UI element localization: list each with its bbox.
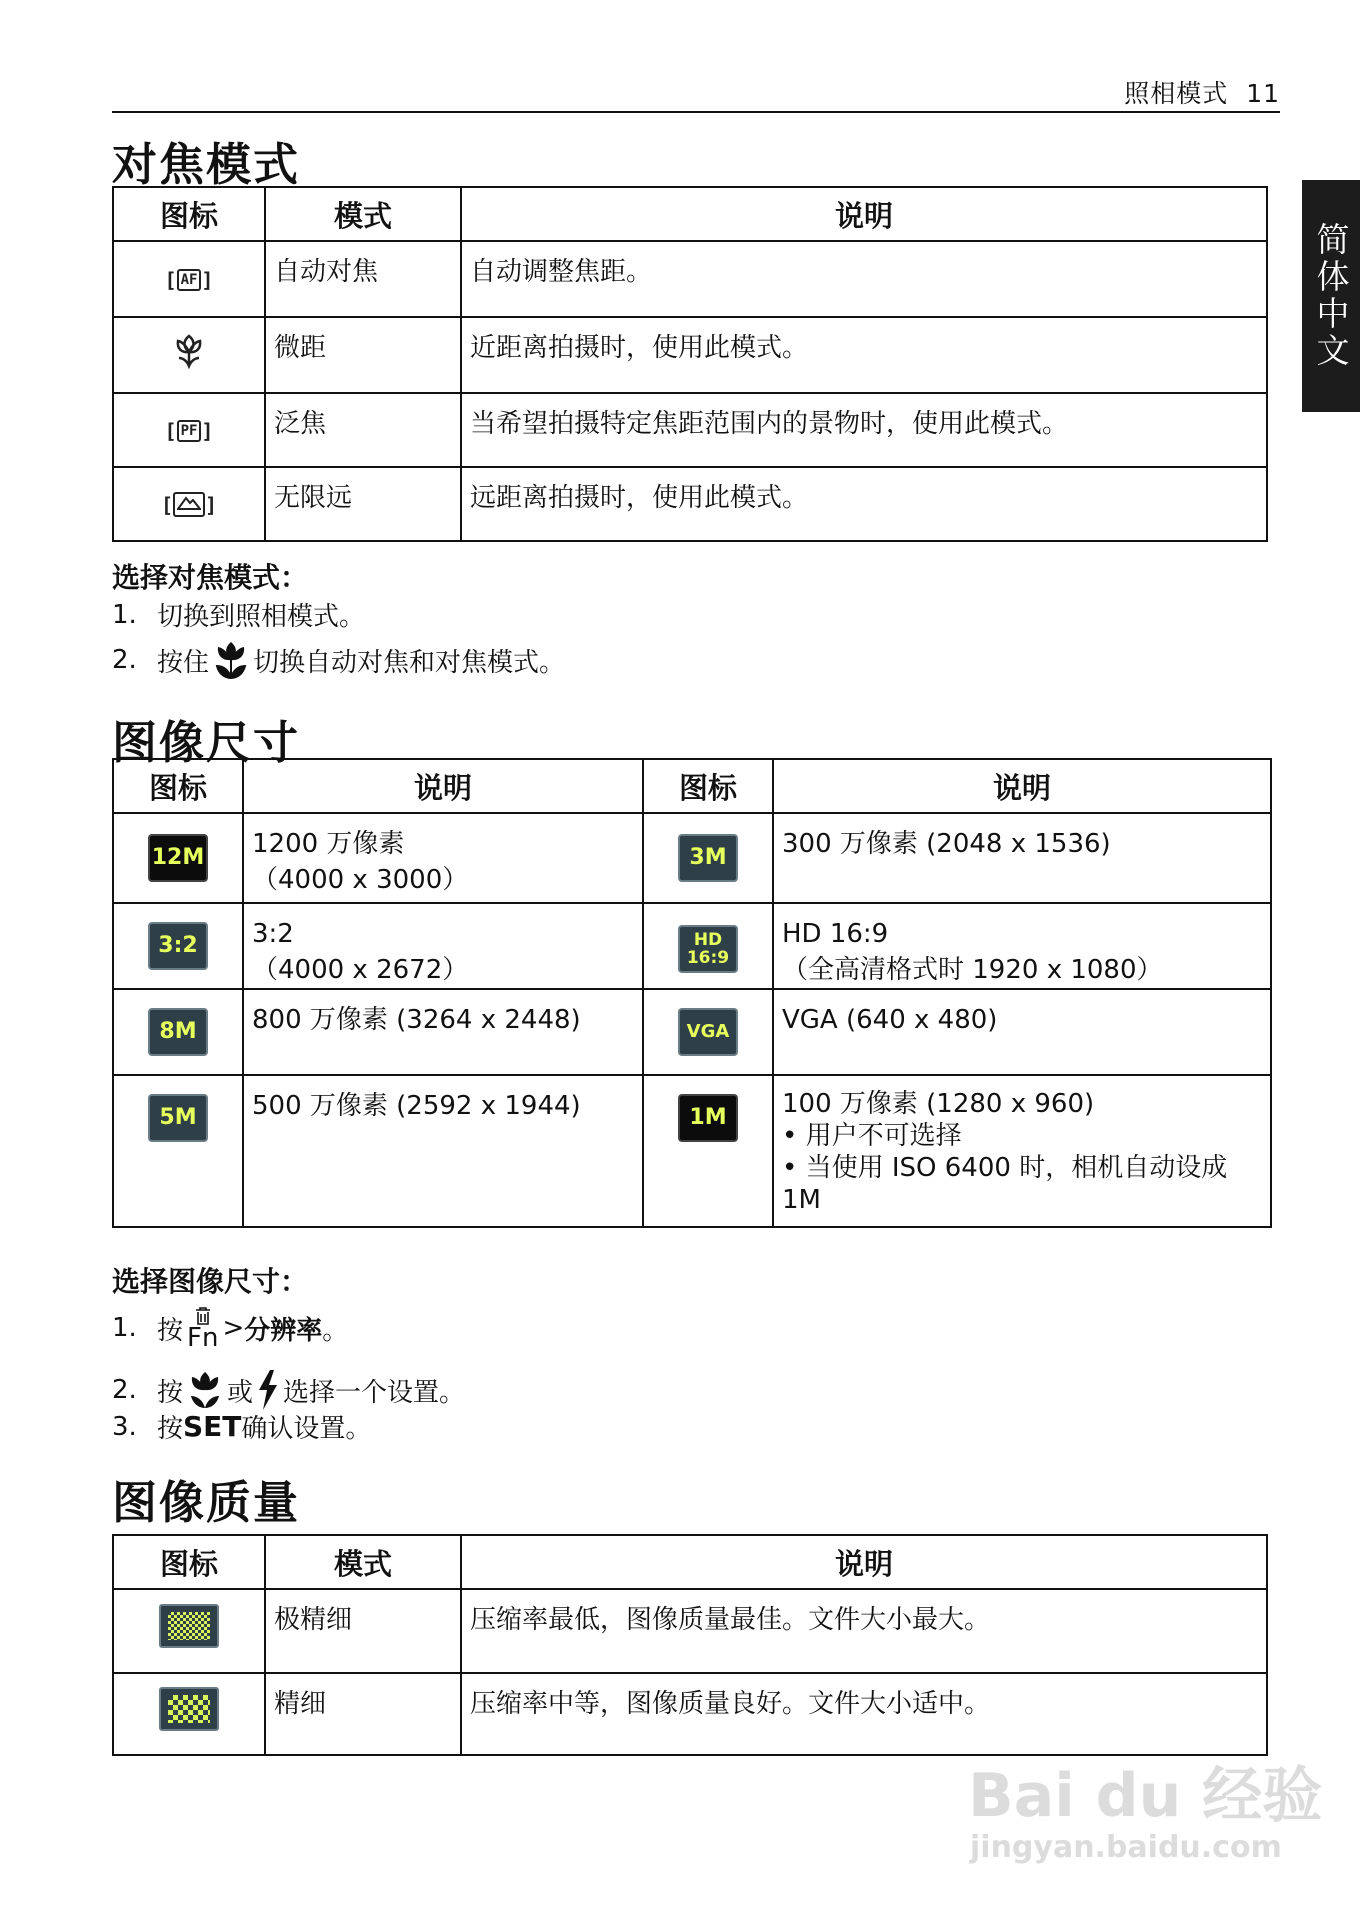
mode-cell: 微距 (265, 317, 461, 393)
column-header: 图标 (113, 1535, 265, 1589)
header-section-name: 照相模式 (1124, 79, 1229, 108)
desc-cell: 压缩率最低，图像质量最佳。文件大小最大。 (461, 1589, 1267, 1673)
desc-cell: 压缩率中等，图像质量良好。文件大小适中。 (461, 1673, 1267, 1755)
step-text: 按 (157, 1414, 184, 1444)
size-step-3 (112, 1408, 371, 1445)
step-number: 2. (112, 1375, 137, 1405)
set-button-label: SET (183, 1410, 242, 1443)
size-vga-icon: VGA (678, 1008, 738, 1056)
baidu-watermark-logo (968, 1748, 1322, 1834)
desc-cell (773, 813, 1271, 903)
step-number: 3. (112, 1411, 137, 1442)
step-text: 按 (157, 1315, 184, 1346)
size-1m-icon: 1M (678, 1094, 738, 1142)
size-step-1 (112, 1306, 349, 1353)
desc-cell (243, 903, 643, 989)
table-row (113, 903, 1271, 989)
column-header: 图标 (643, 759, 773, 813)
step-number: 2. (112, 645, 137, 675)
desc-line: 300 万像素 (2048 x 1536) (782, 829, 1111, 859)
table-header-row (113, 1535, 1267, 1589)
size-3m-icon: 3M (678, 834, 738, 882)
header-divider (112, 111, 1280, 113)
step-text: 或 (227, 1377, 254, 1408)
size-section-title: 图像尺寸 (112, 716, 301, 769)
size-5m-icon: 5M (148, 1094, 208, 1142)
select-size-heading: 选择图像尺寸： (112, 1265, 309, 1298)
fn-trash-button-icon (187, 1306, 219, 1353)
desc-line: • 当使用 ISO 6400 时，相机自动设成 (782, 1153, 1228, 1183)
table-row (113, 1589, 1267, 1673)
table-row (113, 813, 1271, 903)
table-row (113, 393, 1267, 467)
step-text: 选择一个设置。 (283, 1377, 466, 1408)
macro-flower-icon (167, 328, 211, 372)
badge-line: 16:9 (686, 948, 730, 968)
pf-focus-icon: [ PF ] (164, 418, 214, 443)
desc-line: 1M (782, 1185, 821, 1215)
icon-cell (643, 1075, 773, 1227)
mode-cell: 精细 (265, 1673, 461, 1755)
desc-line: HD 16:9 (782, 919, 889, 949)
desc-line: 1200 万像素 (252, 829, 405, 859)
desc-cell (773, 1075, 1271, 1227)
af-focus-icon: [ AF ] (164, 267, 214, 292)
desc-line: （4000 x 3000） (252, 865, 469, 895)
icon-cell (643, 813, 773, 903)
icon-cell (643, 989, 773, 1075)
size-8m-icon: 8M (148, 1008, 208, 1056)
column-header: 说明 (773, 759, 1271, 813)
step-keyword: 分辨率 (244, 1315, 323, 1346)
step-text: > (222, 1313, 245, 1343)
desc-cell (243, 813, 643, 903)
mode-cell: 极精细 (265, 1589, 461, 1673)
desc-line: （4000 x 2672） (252, 955, 469, 985)
language-side-tab: 简体中文 (1302, 180, 1360, 412)
icon-cell (643, 903, 773, 989)
desc-line: （全高清格式时 1920 x 1080） (782, 955, 1163, 985)
table-row (113, 317, 1267, 393)
desc-cell: 近距离拍摄时，使用此模式。 (461, 317, 1267, 393)
flash-button-icon (255, 1368, 281, 1412)
column-header: 图标 (113, 759, 243, 813)
column-header: 模式 (265, 1535, 461, 1589)
icon-cell (113, 241, 265, 317)
fn-label: Fn (187, 1323, 219, 1353)
watermark-brand: Bai du 经验 (968, 1761, 1323, 1831)
image-size-table (112, 758, 1272, 1228)
table-row (113, 989, 1271, 1075)
table-header-row (113, 187, 1267, 241)
icon-cell (113, 1075, 243, 1227)
header-page-number: 11 (1246, 79, 1280, 108)
size-12m-icon: 12M (148, 834, 208, 882)
desc-cell (773, 989, 1271, 1075)
desc-cell (243, 989, 643, 1075)
image-quality-table (112, 1534, 1268, 1756)
icon-cell (113, 1673, 265, 1755)
desc-line: 800 万像素 (3264 x 2448) (252, 1005, 581, 1035)
quality-section-title: 图像质量 (112, 1476, 301, 1529)
size-3-2-icon: 3:2 (148, 922, 208, 970)
desc-line: VGA (640 x 480) (782, 1005, 998, 1035)
step-text: 。 (322, 1315, 349, 1346)
focus-step-1 (112, 596, 365, 633)
icon-cell (113, 393, 265, 467)
desc-cell: 自动调整焦距。 (461, 241, 1267, 317)
column-header: 说明 (461, 1535, 1267, 1589)
column-header: 说明 (461, 187, 1267, 241)
page-header (1124, 74, 1280, 110)
desc-line: 100 万像素 (1280 x 960) (782, 1089, 1095, 1119)
fine-quality-icon (159, 1687, 219, 1731)
mode-cell: 泛焦 (265, 393, 461, 467)
superfine-quality-icon (159, 1604, 219, 1648)
step-text: 切换自动对焦和对焦模式。 (253, 647, 566, 678)
focus-section-title: 对焦模式 (112, 138, 301, 191)
icon-cell (113, 989, 243, 1075)
step-text: 按 (157, 1377, 184, 1408)
size-hd-16-9-icon (678, 925, 738, 973)
desc-line: 3:2 (252, 919, 294, 949)
focus-step-2 (112, 638, 565, 682)
step-number: 1. (112, 599, 137, 630)
column-header: 说明 (243, 759, 643, 813)
infinity-mountain-icon: [ ] (160, 492, 218, 517)
desc-cell: 当希望拍摄特定焦距范围内的景物时，使用此模式。 (461, 393, 1267, 467)
baidu-watermark-url: jingyan.baidu.com (970, 1830, 1282, 1865)
step-text: 确认设置。 (241, 1414, 372, 1444)
desc-line: 500 万像素 (2592 x 1944) (252, 1091, 581, 1121)
icon-cell (113, 903, 243, 989)
step-number: 1. (112, 1313, 137, 1343)
column-header: 模式 (265, 187, 461, 241)
table-row (113, 241, 1267, 317)
desc-cell (243, 1075, 643, 1227)
step-text: 按住 (157, 647, 210, 678)
table-header-row (113, 759, 1271, 813)
focus-mode-table (112, 186, 1268, 542)
desc-cell: 远距离拍摄时，使用此模式。 (461, 467, 1267, 541)
badge-line: HD (693, 930, 723, 950)
step-text: 切换到照相模式。 (157, 602, 366, 632)
mode-cell: 无限远 (265, 467, 461, 541)
table-row (113, 1673, 1267, 1755)
macro-button-icon (185, 1368, 225, 1412)
desc-cell (773, 903, 1271, 989)
select-focus-heading: 选择对焦模式： (112, 561, 309, 594)
icon-cell (113, 467, 265, 541)
table-row (113, 1075, 1271, 1227)
icon-cell (113, 813, 243, 903)
table-row (113, 467, 1267, 541)
mode-cell: 自动对焦 (265, 241, 461, 317)
size-step-2 (112, 1368, 465, 1412)
desc-line: • 用户不可选择 (782, 1121, 962, 1151)
column-header: 图标 (113, 187, 265, 241)
icon-cell (113, 1589, 265, 1673)
macro-button-icon (211, 638, 251, 682)
icon-cell (113, 317, 265, 393)
